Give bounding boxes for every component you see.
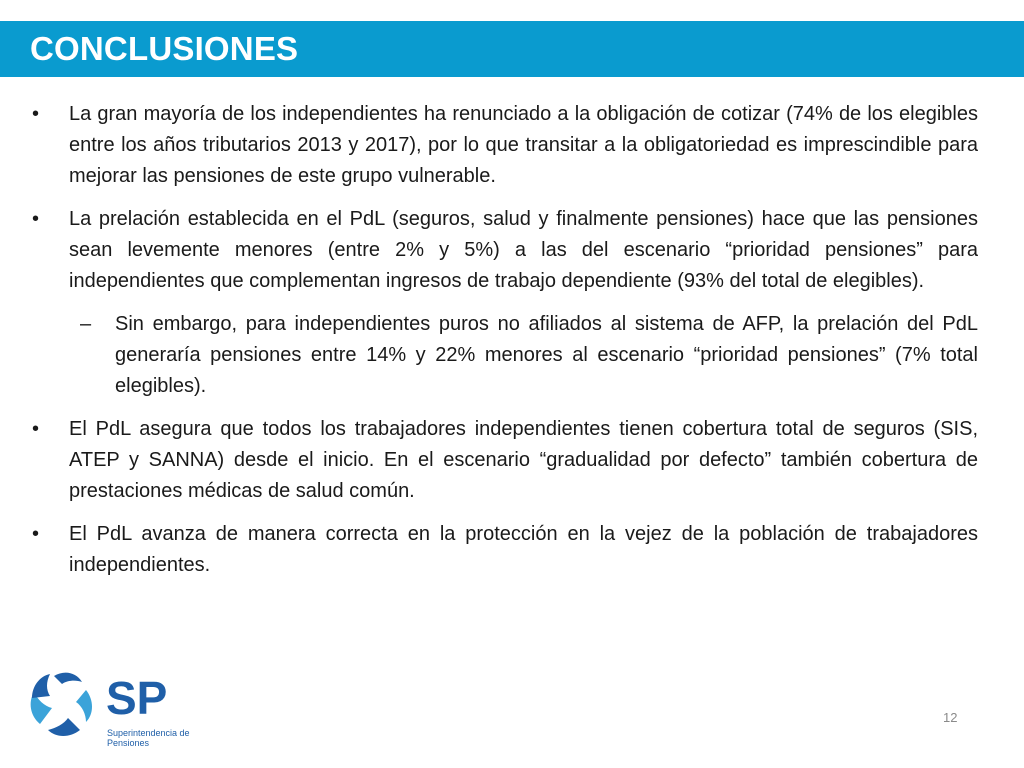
bullet-list bbox=[32, 99, 978, 593]
sub-bullet-item-1 bbox=[32, 309, 978, 402]
logo-caption bbox=[107, 728, 190, 748]
bullet-marker: • bbox=[32, 208, 40, 230]
bullet-marker: • bbox=[32, 523, 40, 545]
bullet-item-2 bbox=[32, 204, 978, 297]
logo-caption-line2: Pensiones bbox=[107, 738, 150, 748]
bullet-marker: • bbox=[32, 418, 40, 440]
bullet-item-1 bbox=[32, 99, 978, 192]
bullet-item-4 bbox=[32, 519, 978, 581]
bullet-text: El PdL asegura que todos los trabajadores independientes tienen cobertura total de seguros (SIS, ATEP y SANNA) desde el inicio. En el escenario “gradualidad por defecto” también cobertura de prestaciones médicas de salud común. bbox=[69, 418, 978, 502]
title-bar bbox=[0, 21, 1024, 77]
logo-caption-line1: Superintendencia de bbox=[107, 728, 190, 738]
slide-title: CONCLUSIONES bbox=[30, 30, 299, 67]
bullet-text: El PdL avanza de manera correcta en la protección en la vejez de la población de trabajadores independientes. bbox=[69, 523, 978, 576]
logo-text: SP bbox=[106, 672, 168, 724]
bullet-marker: • bbox=[32, 103, 40, 125]
bullet-text: Sin embargo, para independientes puros no afiliados al sistema de AFP, la prelación del PdL generaría pensiones entre 14% y 22% menores al escenario “prioridad pensiones” (7% total elegibles). bbox=[115, 313, 978, 397]
hands-emblem-icon bbox=[31, 673, 92, 736]
page-number: 12 bbox=[943, 710, 958, 725]
bullet-item-3 bbox=[32, 414, 978, 507]
bullet-text: La prelación establecida en el PdL (seguros, salud y finalmente pensiones) hace que las pensiones sean levemente menores (entre 2% y 5%) a las del escenario “prioridad pensiones” para independientes que complementan ingresos de trabajo dependiente (93% del total de elegibles). bbox=[69, 208, 978, 292]
dash-marker: – bbox=[80, 313, 92, 335]
bullet-text: La gran mayoría de los independientes ha renunciado a la obligación de cotizar (74% de los elegibles entre los años tributarios 2013 y 2017), por lo que transitar a la obligatoriedad es imprescindible para mejorar las pensiones de este grupo vulnerable. bbox=[69, 103, 978, 187]
